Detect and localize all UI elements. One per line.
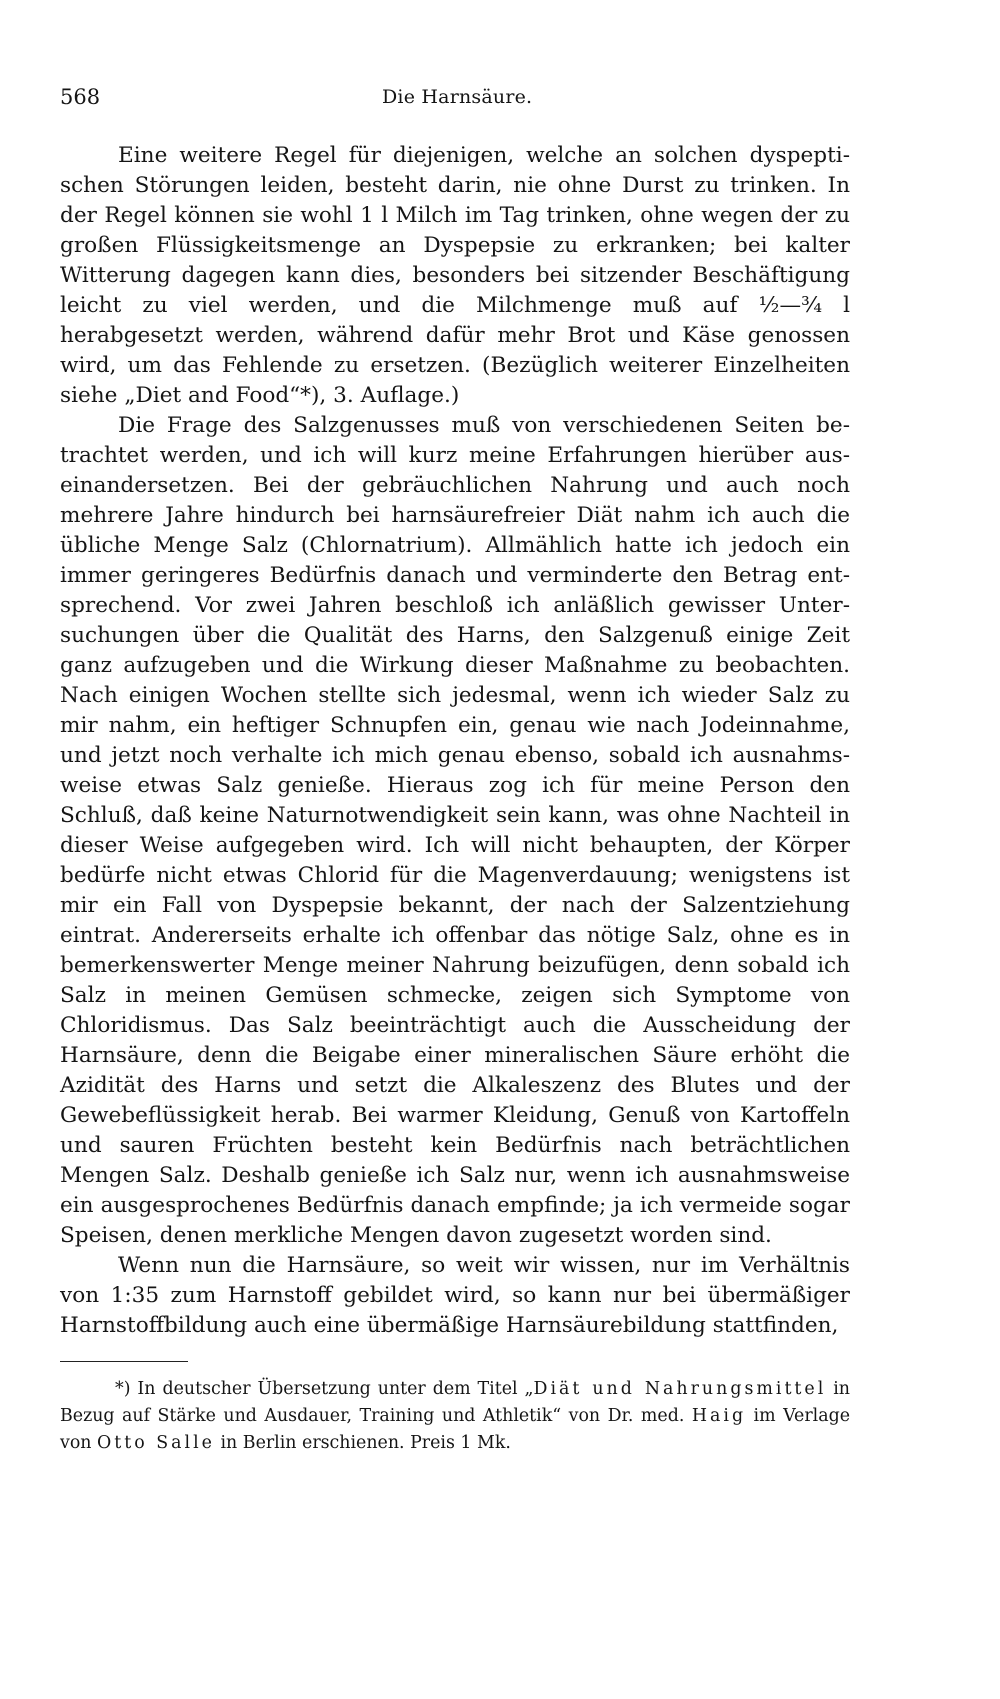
footnote-book-title: Diät und Nahrungsmittel [533,1379,827,1399]
footnote [60,1376,850,1457]
paragraph-uric-acid-ratio: Wenn nun die Harnsäure, so weit wir wissen, nur im Verhältnis von 1:35 zum Harnstoff gebildet wird, so kann nur bei übermäßiger Harnstoffbildung auch eine übermäßige Harnsäurebildung stattfinden, [60,1253,850,1338]
book-page [60,85,850,1457]
running-head [60,85,850,117]
footnote-text-3: im Verlage von [60,1406,850,1453]
running-title: Die Harnsäure. [382,86,533,108]
footnote-text-4: in Berlin erschienen. Preis 1 Mk. [214,1433,511,1453]
footnote-text-2: in Bezug auf Stärke und Ausdauer, Training und Athletik“ von Dr. med. [60,1379,850,1426]
footnote-text-1: *) In deutscher Übersetzung unter dem Titel „ [115,1379,534,1399]
page-number: 568 [60,85,101,109]
paragraph-milk-rule: Eine weitere Regel für diejenigen, welche an solchen dyspeptischen Störungen leiden, besteht darin, nie ohne Durst zu trinken. In der Regel können sie wohl 1 l Milch im Tag trinken, ohne wegen der zu großen Flüssigkeitsmenge an Dyspepsie zu erkranken; bei kalter Witterung dagegen kann dies, besonders bei sitzender Beschäftigung leicht zu viel werden, und die Milchmenge muß auf ½—¾ l herabgesetzt werden, während dafür mehr Brot und Käse genossen wird, um das Fehlende zu ersetzen. (Bezüglich weiterer Einzelheiten siehe „Diet and Food“*), 3. Auflage.) [60,143,850,408]
footnote-publisher: Otto Salle [97,1433,215,1453]
footnote-author: Haig [691,1406,747,1426]
footnote-divider [60,1361,188,1362]
paragraph-salt-consumption: Die Frage des Salzgenusses muß von verschiedenen Seiten betrachtet werden, und ich will kurz meine Erfahrungen hierüber auseinandersetzen. Bei der gebräuchlichen Nahrung und auch noch mehrere Jahre hindurch bei harnsäurefreier Diät nahm ich auch die übliche Menge Salz (Chlornatrium). Allmählich hatte ich jedoch ein immer geringeres Bedürfnis danach und verminderte den Betrag entsprechend. Vor zwei Jahren beschloß ich anläßlich gewisser Untersuchungen über die Qualität des Harns, den Salzgenuß einige Zeit ganz aufzugeben und die Wirkung dieser Maßnahme zu beobachten. Nach einigen Wochen stellte sich jedesmal, wenn ich wieder Salz zu mir nahm, ein heftiger Schnupfen ein, genau wie nach Jodeinnahme, und jetzt noch verhalte ich mich genau ebenso, sobald ich ausnahmsweise etwas Salz genieße. Hieraus zog ich für meine Person den Schluß, daß keine Naturnotwendigkeit sein kann, was ohne Nachteil in dieser Weise aufgegeben wird. Ich will nicht behaupten, der Körper bedürfe nicht etwas Chlorid für die Magenverdauung; wenigstens ist mir ein Fall von Dyspepsie bekannt, der nach der Salzentziehung eintrat. Andererseits erhalte ich offenbar das nötige Salz, ohne es in bemerkenswerter Menge meiner Nahrung beizufügen, denn sobald ich Salz in meinen Gemüsen schmecke, zeigen sich Symptome von Chloridismus. Das Salz beeinträchtigt auch die Ausscheidung der Harnsäure, denn die Beigabe einer mineralischen Säure erhöht die Azidität des Harns und setzt die Alkaleszenz des Blutes und der Gewebeflüssigkeit herab. Bei warmer Kleidung, Genuß von Kartoffeln und sauren Früchten besteht kein Bedürfnis nach beträchtlichen Mengen Salz. Deshalb genieße ich Salz nur, wenn ich ausnahmsweise ein ausgesprochenes Bedürfnis danach empfinde; ja ich vermeide sogar Speisen, denen merkliche Mengen davon zugesetzt worden sind. [60,413,850,1248]
body-text [60,141,850,1341]
